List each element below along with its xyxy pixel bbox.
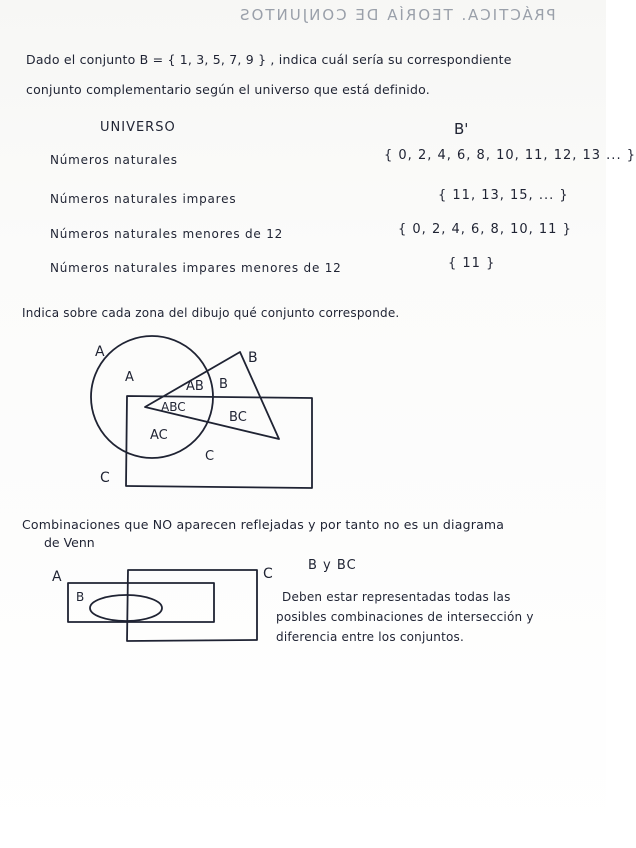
set-a-label: A (52, 569, 62, 585)
region-bc-label: BC (229, 410, 247, 425)
universe-column-header: UNIVERSO (100, 120, 176, 135)
set-b-ellipse (90, 595, 162, 621)
table-row-universe: Números naturales menores de 12 (50, 227, 284, 241)
explanation-line-2: posibles combinaciones de intersección y (276, 610, 534, 624)
explanation-line-3: diferencia entre los conjuntos. (276, 630, 465, 644)
intro-line-2: conjunto complementario según el universo que está definido. (26, 82, 430, 97)
set-b-triangle (145, 352, 279, 439)
set-b-label: B (76, 590, 85, 604)
region-ab-label: AB (186, 379, 204, 394)
region-abc-label: ABC (161, 400, 186, 414)
set-b-label: B (248, 350, 258, 366)
set-a-label: A (95, 344, 105, 360)
table-row-complement: { 11, 13, 15, ... } (438, 188, 569, 203)
region-c-label: C (205, 449, 215, 464)
set-c-label: C (100, 470, 110, 486)
set-a-rectangle (68, 583, 214, 622)
question-3-line-1: Combinaciones que NO aparecen reflejadas y por tanto no es un diagrama (22, 517, 505, 532)
region-b-label: B (219, 377, 228, 392)
intro-line-1: Dado el conjunto B = { 1, 3, 5, 7, 9 } , indica cuál sería su correspondiente (26, 52, 512, 67)
table-row-universe: Números naturales impares (50, 192, 237, 206)
table-row-complement: { 0, 2, 4, 6, 8, 10, 11, 12, 13 ... } (384, 148, 636, 163)
table-row-complement: { 11 } (448, 256, 496, 271)
complement-column-header: B' (454, 120, 469, 138)
question-3-line-2: de Venn (44, 535, 95, 550)
table-row-universe: Números naturales (50, 153, 178, 167)
header-title: PRÁCTICA. TEORÍA DE CONJUNTOS (238, 6, 556, 24)
question-2-text: Indica sobre cada zona del dibujo qué conjunto corresponde. (22, 306, 400, 320)
region-a-label: A (125, 370, 134, 385)
region-ac-label: AC (150, 428, 168, 443)
set-c-label: C (263, 566, 273, 582)
table-row-universe: Números naturales impares menores de 12 (50, 261, 342, 275)
table-row-complement: { 0, 2, 4, 6, 8, 10, 11 } (398, 222, 572, 237)
missing-combinations: B y BC (308, 558, 357, 573)
set-c-rectangle (127, 570, 257, 641)
explanation-line-1: Deben estar representadas todas las (282, 590, 511, 604)
